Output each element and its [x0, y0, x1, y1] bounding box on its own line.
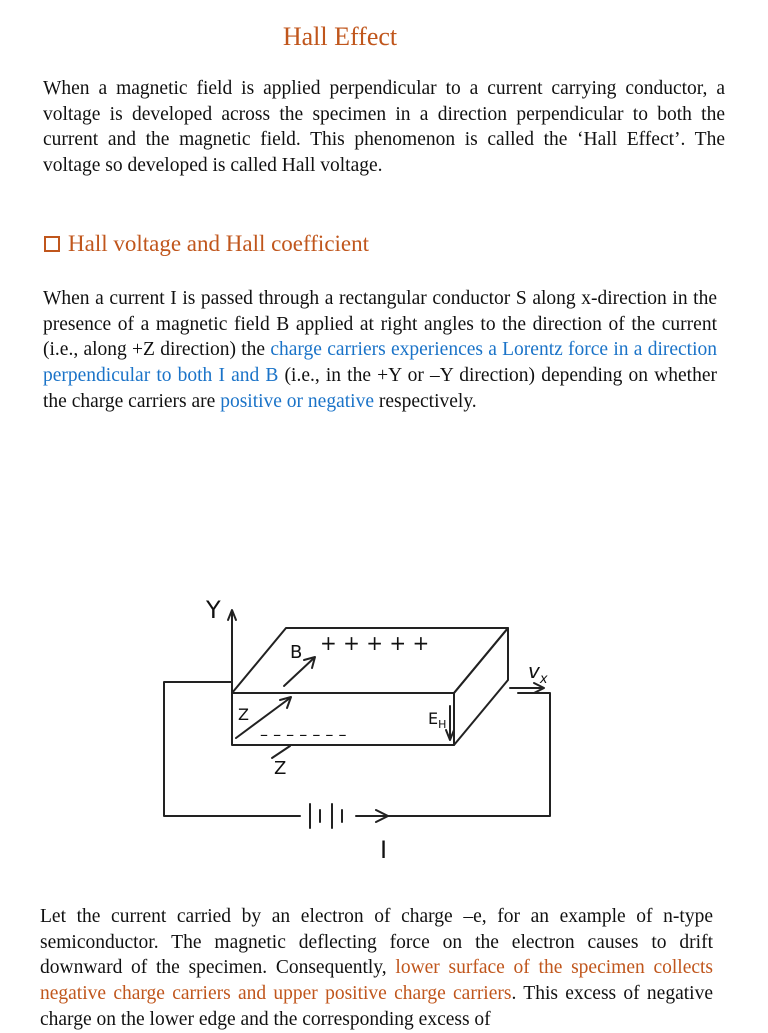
section-heading-text: Hall voltage and Hall coefficient [68, 231, 370, 256]
z-left-label: Z [238, 705, 249, 724]
eh-subscript: H [438, 718, 447, 731]
hall-diagram-svg [150, 588, 570, 873]
b-field-label: B [290, 642, 303, 663]
electron-paragraph [40, 904, 713, 1033]
eh-label [428, 709, 446, 731]
hall-effect-diagram [150, 588, 570, 873]
slab-right-face [454, 628, 508, 745]
vx-label [528, 659, 548, 687]
para2-text-1: When a current I is passed through a rectangular conductor S along x-direction in the presence of a magnetic field B applied at right angles to the direction of the current (i.e., along +Z direction) the [43, 288, 717, 361]
hall-voltage-paragraph [43, 286, 717, 415]
current-label: I [380, 836, 388, 864]
z-bottom-label: Z [274, 758, 287, 779]
intro-paragraph: When a magnetic field is applied perpendicular to a current carrying conductor, a voltage is developed across the specimen in a direction perpendicular to both the current and the magnetic field. This phenomenon is called the ‘Hall Effect’. The voltage so developed is called Hall voltage. [43, 78, 725, 177]
vx-subscript: x [539, 672, 548, 687]
section-heading [44, 231, 369, 257]
checkbox-square-icon [44, 236, 60, 252]
positive-negative-highlight: positive or negative [220, 390, 374, 412]
para2-text-2: (i.e., in the +Y or –Y direction) depending on whether the charge carriers are [43, 365, 717, 412]
page-title: Hall Effect [282, 22, 398, 51]
vx-main: v [528, 659, 540, 683]
z-bottom-arrow [272, 746, 290, 758]
eh-main: E [428, 709, 439, 728]
para2-text-3: respectively. [373, 390, 477, 412]
para3-text-1: Let the current carried by an electron of charge –e, for an example of n-type semiconductor. The magnetic deflecting force on the electron causes to drift downward of the specimen. Consequently, [40, 906, 713, 979]
lorentz-force-highlight: charge carriers experiences a Lorentz force in a direction perpendicular to both I and B [43, 339, 717, 387]
positive-charges-label: + + + + + [320, 631, 430, 655]
para3-text-2: . This excess of negative charge on the lower edge and the corresponding excess of [40, 983, 713, 1030]
y-axis-label: Y [206, 596, 221, 624]
surface-charge-highlight: lower surface of the specimen collects negative charge carriers and upper positive charge carriers [40, 957, 714, 1005]
negative-charges-label: – – – – – – – [260, 725, 347, 744]
